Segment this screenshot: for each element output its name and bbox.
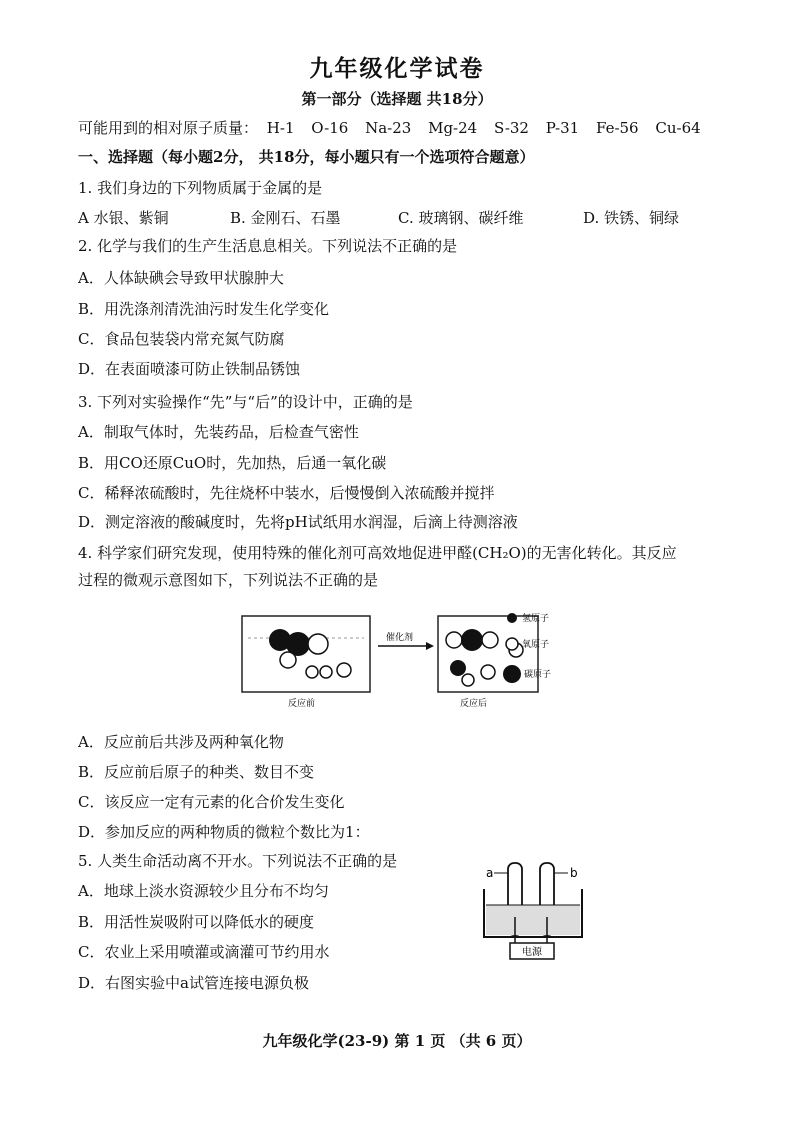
question-stem: 3. 下列对实验操作“先”与“后”的设计中，正确的是 — [78, 393, 413, 411]
question-stem: 4. 科学家们研究发现，使用特殊的催化剂可高效地促进甲醛(CH₂O)的无害化转化。其反应 — [78, 544, 677, 562]
option-b: B．用活性炭吸附可以降低水的硬度 — [78, 913, 315, 931]
water-molecule — [450, 660, 495, 686]
atomic-mass-item: Mg-24 — [428, 119, 478, 137]
atomic-mass-item: O-16 — [311, 119, 349, 137]
option-d: D．在表面喷漆可防止铁制品锈蚀 — [78, 360, 301, 378]
option-d: D. 铁锈、铜绿 — [583, 209, 680, 227]
page-footer: 九年级化学(23-9) 第 1 页 （共 6 页） — [262, 1032, 532, 1050]
option-b: B．用CO还原CuO时，先加热，后通一氧化碳 — [78, 454, 387, 472]
hydrogen-atom-icon — [507, 613, 517, 623]
question-options — [78, 207, 718, 227]
electrolysis-diagram — [470, 855, 600, 965]
option-b: B. 金刚石、石墨 — [230, 209, 341, 227]
question-stem-continued: 过程的微观示意图如下，下列说法不正确的是 — [78, 571, 379, 589]
option-d: D．参加反应的两种物质的微粒个数比为1： — [78, 823, 370, 841]
power-label: 电源 — [522, 947, 542, 958]
section-heading: 一、选择题（每小题2分， 共18分，每小题只有一个选项符合题意） — [78, 148, 535, 166]
before-label: 反应前 — [288, 699, 316, 709]
atomic-mass-item: Cu-64 — [655, 119, 701, 137]
legend-label: 碳原子 — [524, 670, 552, 680]
option-c: C．食品包装袋内常充氮气防腐 — [78, 330, 285, 348]
option-b: B．反应前后原子的种类、数目不变 — [78, 763, 315, 781]
question-stem: 2. 化学与我们的生产生活息息相关。下列说法不正确的是 — [78, 237, 458, 255]
option-d: D．测定溶液的酸碱度时，先将pH试纸用水润湿，后滴上待测溶液 — [78, 513, 518, 531]
arrowhead-icon — [426, 642, 434, 650]
catalyst-label: 催化剂 — [386, 633, 414, 643]
atomic-mass-item: H-1 — [266, 119, 295, 137]
section-subtitle: 第一部分（选择题 共18分） — [301, 90, 493, 108]
option-c: C．农业上采用喷灌或滴灌可节约用水 — [78, 943, 330, 961]
option-a: A．地球上淡水资源较少且分布不均匀 — [78, 882, 329, 900]
diagram-legend — [503, 612, 551, 683]
reaction-micro-diagram — [240, 610, 580, 710]
formaldehyde-molecule — [269, 629, 328, 668]
option-c: C．稀释浓硫酸时，先往烧杯中装水，后慢慢倒入浓硫酸并搅拌 — [78, 484, 495, 502]
after-box — [438, 616, 538, 692]
tube-a-label: a — [486, 866, 494, 880]
option-d: D．右图实验中a试管连接电源负极 — [78, 974, 309, 992]
atomic-mass-item: S-32 — [494, 119, 529, 137]
legend-label: 氧原子 — [522, 640, 550, 650]
after-label: 反应后 — [460, 699, 488, 709]
tube-b-label: b — [570, 866, 578, 880]
option-b: B．用洗涤剂清洗油污时发生化学变化 — [78, 300, 330, 318]
carbon-dioxide-molecule — [446, 629, 498, 651]
water — [486, 905, 580, 935]
atomic-mass-item: Na-23 — [365, 119, 412, 137]
atomic-mass-item: P-31 — [545, 119, 580, 137]
question-stem: 5. 人类生命活动离不开水。下列说法不正确的是 — [78, 852, 398, 870]
option-a: A．人体缺碘会导致甲状腺肿大 — [78, 269, 284, 287]
atomic-masses-line — [78, 117, 713, 138]
page-title: 九年级化学试卷 — [309, 55, 485, 82]
option-c: C．该反应一定有元素的化合价发生变化 — [78, 793, 345, 811]
oxygen-molecule — [306, 663, 351, 678]
atomic-mass-item: Fe-56 — [595, 119, 639, 137]
question-stem: 1. 我们身边的下列物质属于金属的是 — [78, 179, 323, 197]
option-c: C. 玻璃钢、碳纤维 — [398, 209, 524, 227]
legend-label: 氢原子 — [522, 614, 550, 624]
carbon-atom-icon — [503, 665, 521, 683]
option-a: A．反应前后共涉及两种氧化物 — [78, 733, 284, 751]
atomic-masses-label: 可能用到的相对原子质量： — [78, 119, 259, 137]
oxygen-atom-icon — [506, 638, 518, 650]
before-box — [242, 616, 370, 692]
option-a: A．制取气体时，先装药品，后检查气密性 — [78, 423, 359, 441]
option-a: A 水银、紫铜 — [78, 209, 169, 227]
